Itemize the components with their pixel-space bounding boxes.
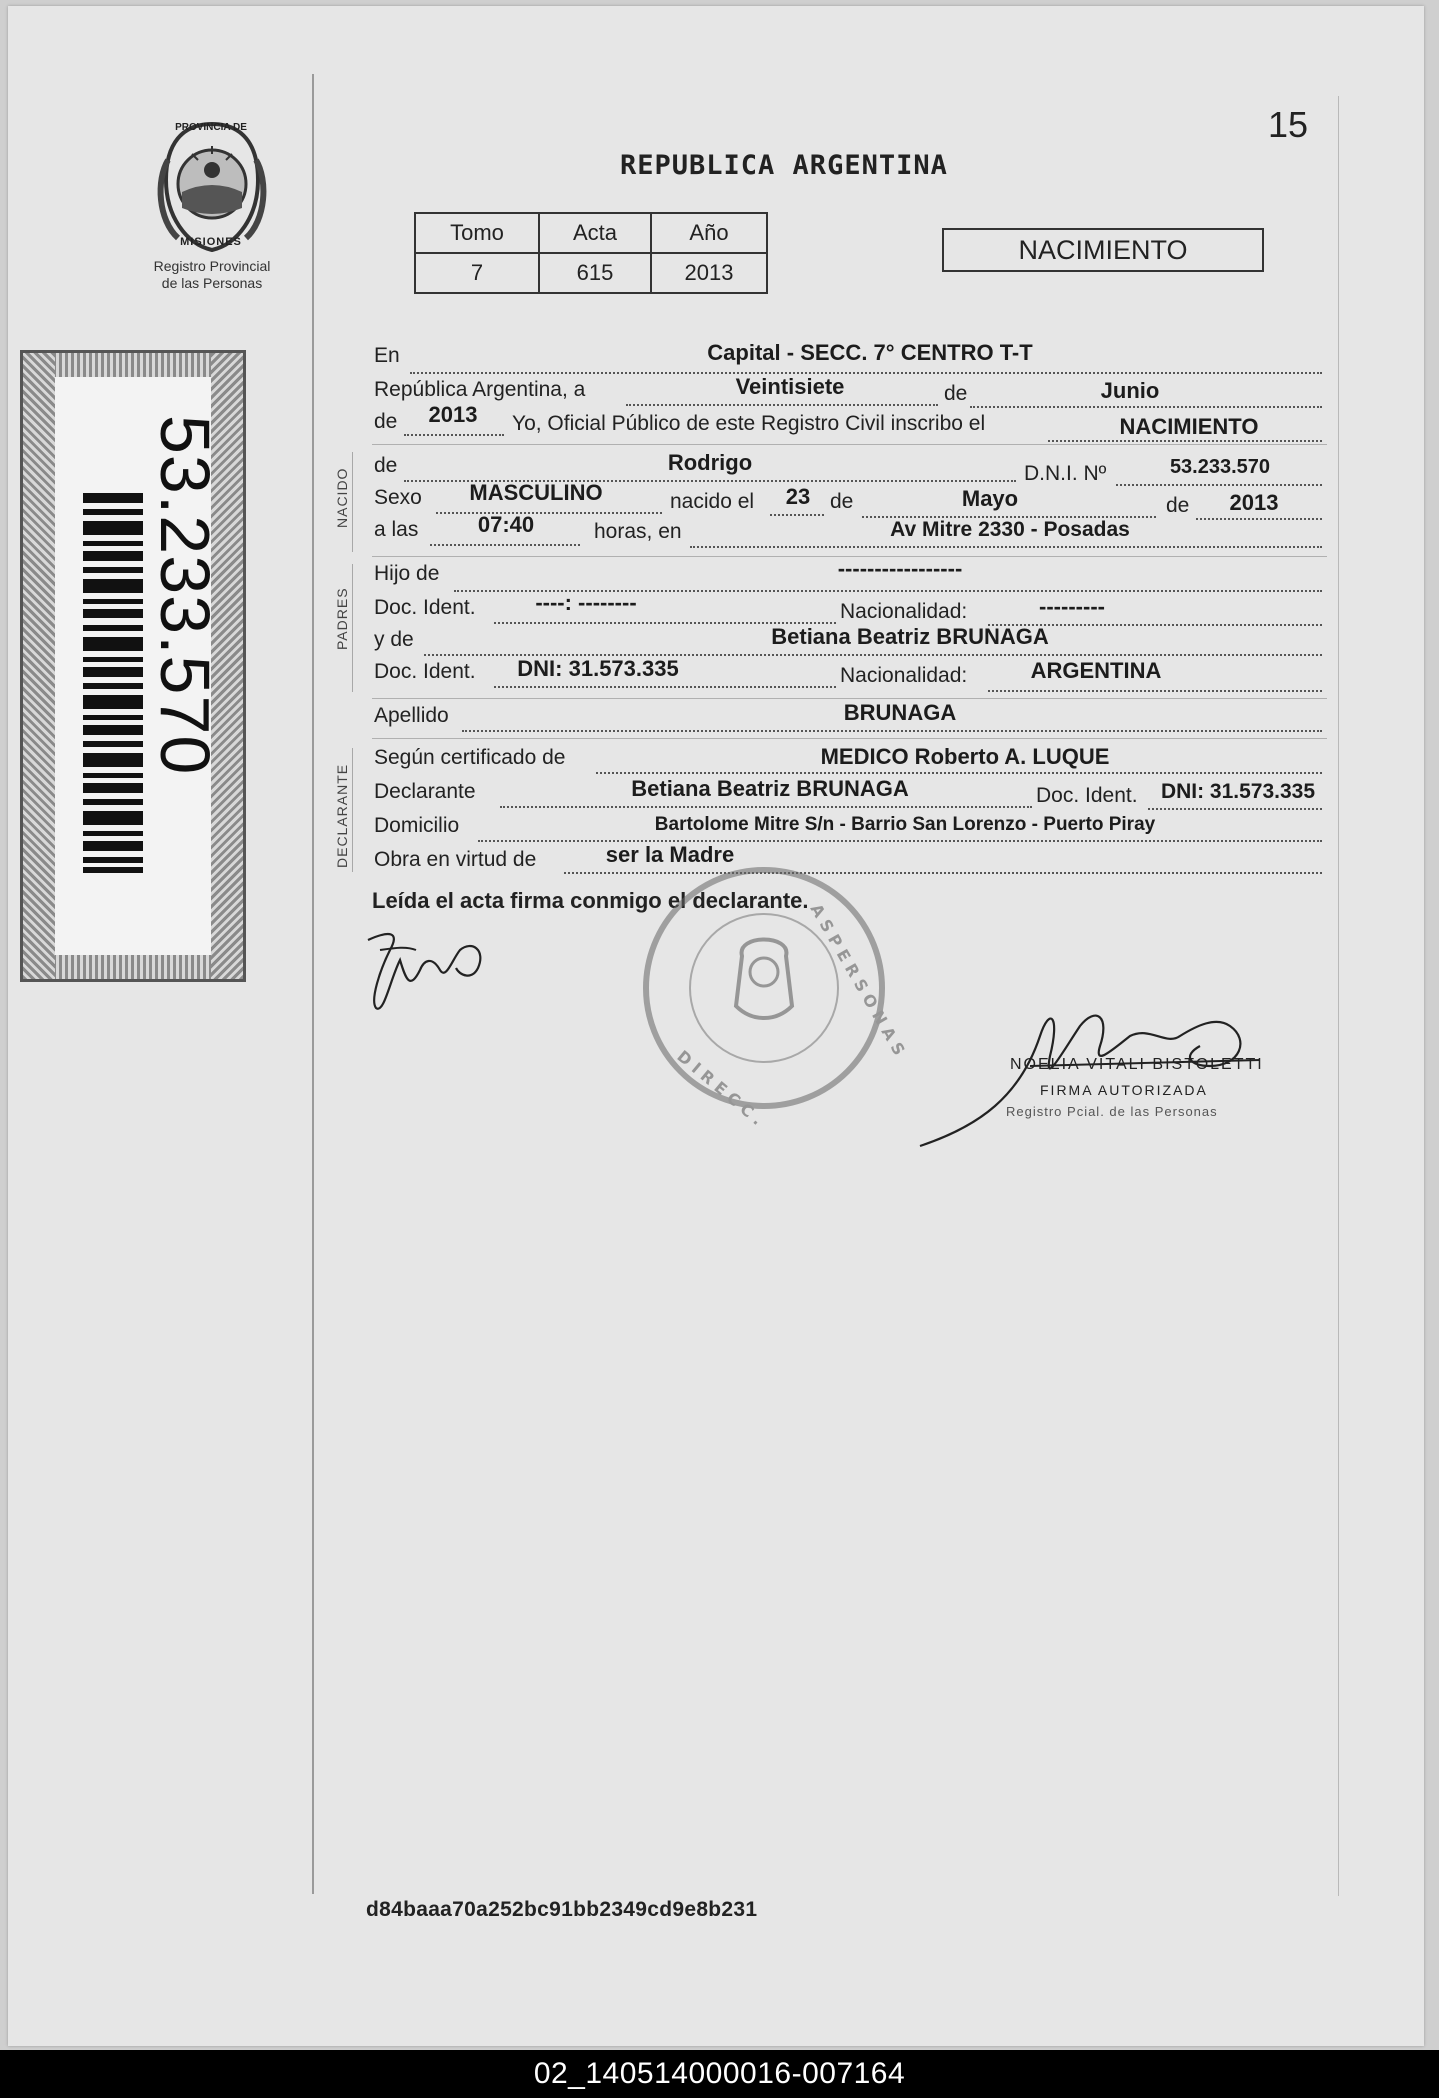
document-hash: d84baaa70a252bc91bb2349cd9e8b231 [366,1898,758,1921]
value-birth-day: 23 [785,484,811,509]
dotted-line [1196,518,1322,520]
value-place: Capital - SECC. 7° CENTRO T-T [707,340,1033,365]
dotted-line [494,686,836,688]
section-bar [352,452,353,552]
section-label-nacido: NACIDO [334,467,350,528]
svg-text:A S P E R S O N A S: A S P E R S O N A S [806,900,909,1059]
section-bar [352,564,353,692]
value-dni: 53.233.570 [1169,456,1271,478]
value-tomo: 7 [415,253,539,293]
declarant-signature-icon [360,920,500,1020]
page-number: 15 [1268,104,1309,145]
official-name: NOELIA VITALI BISTOLETTI [1010,1056,1264,1073]
label-domicilio: Domicilio [374,814,460,837]
value-birth-month: Mayo [961,486,1019,511]
country-title: REPUBLICA ARGENTINA [620,150,948,181]
dotted-line [500,806,1032,808]
record-type-box: NACIMIENTO [942,228,1264,272]
registry-name-line2: de las Personas [161,275,263,291]
value-birth-year: 2013 [1229,490,1279,515]
dotted-line [1116,484,1322,486]
security-pattern [23,955,243,979]
label-doc-ident3: Doc. Ident. [1036,784,1138,807]
value-declarant-doc: DNI: 31.573.335 [1160,780,1316,803]
value-anio: 2013 [651,253,767,293]
value-mother: Betiana Beatriz BRUNAGA [771,624,1049,649]
registry-name-line1: Registro Provincial [153,258,271,274]
security-pattern [23,353,243,377]
label-certificado: Según certificado de [374,746,566,769]
label-de4: de [1166,494,1190,517]
value-mother-doc: DNI: 31.573.335 [517,656,679,681]
province-emblem-icon [152,120,272,254]
label-dni: D.N.I. Nº [1024,462,1107,485]
value-reason: ser la Madre [605,842,735,867]
dotted-line [988,690,1322,692]
value-day: Veintisiete [735,374,845,399]
security-pattern [23,353,55,979]
label-a-las: a las [374,518,419,541]
barcode-icon [83,493,143,873]
label-obra: Obra en virtud de [374,848,537,871]
dotted-line [462,730,1322,732]
record-table [414,212,768,294]
value-first-name: Rodrigo [667,450,753,475]
dotted-line [404,434,504,436]
value-year: 2013 [428,402,478,427]
label-de-name: de [374,454,398,477]
label-declarante: Declarante [374,780,476,803]
value-father: ----------------- [837,556,963,581]
header-acta: Acta [539,213,651,253]
section-divider [372,698,1327,699]
svg-text:D I R E C C .: D I R E C C . [673,1046,767,1129]
official-signature-icon [920,996,1300,1156]
dotted-line [1148,808,1322,810]
label-en: En [374,344,400,367]
value-father-doc: ----: -------- [535,590,637,615]
label-oficial: Yo, Oficial Público de este Registro Civil inscribo el [512,412,986,435]
scan-file-id: 02_140514000016-007164 [533,2057,906,2090]
value-sex: MASCULINO [469,480,603,505]
dotted-line [596,772,1322,774]
registry-name [116,258,308,292]
dotted-line [430,544,580,546]
value-mother-nationality: ARGENTINA [1030,658,1162,683]
dotted-line [626,404,938,406]
margin-rule [312,74,314,1894]
dotted-line [770,514,824,516]
barcode-label [20,350,246,982]
label-de2: de [374,410,398,433]
label-nacionalidad: Nacionalidad: [840,600,968,623]
label-doc-ident: Doc. Ident. [374,596,476,619]
label-born-on: nacido el [670,490,755,513]
section-label-declarante: DECLARANTE [334,763,350,868]
header-tomo: Tomo [415,213,539,253]
barcode-number: 53.233.570 [146,415,224,776]
official-role: FIRMA AUTORIZADA [1040,1082,1208,1098]
official-stamp-icon [636,838,909,1129]
dotted-line [690,546,1322,548]
value-address: Bartolome Mitre S/n - Barrio San Lorenzo - Puerto Piray [654,814,1156,835]
section-divider [372,738,1327,739]
section-divider [372,444,1327,445]
label-de3: de [830,490,854,513]
label-doc-ident2: Doc. Ident. [374,660,476,683]
value-father-nationality: --------- [1039,594,1105,619]
section-bar [352,748,353,872]
official-office: Registro Pcial. de las Personas [1006,1104,1218,1119]
label-sexo: Sexo [374,486,422,509]
value-act: NACIMIENTO [1119,414,1259,439]
dotted-line [970,406,1322,408]
read-note: Leída el acta firma conmigo el declarante. [372,888,809,913]
value-birth-place: Av Mitre 2330 - Posadas [890,518,1130,541]
value-surname: BRUNAGA [843,700,957,725]
value-declarant: Betiana Beatriz BRUNAGA [631,776,909,801]
emblem-text-bottom: MISIONES [180,236,242,248]
value-hour: 07:40 [477,512,535,537]
value-acta: 615 [539,253,651,293]
emblem-text-top: PROVINCIA DE [175,122,247,133]
dotted-line [1048,440,1322,442]
label-y-de: y de [374,628,414,651]
label-apellido: Apellido [374,704,449,727]
label-hijo-de: Hijo de [374,562,440,585]
label-horas-en: horas, en [594,520,682,543]
header-anio: Año [651,213,767,253]
label-nacionalidad2: Nacionalidad: [840,664,968,687]
value-month: Junio [1100,378,1160,403]
section-label-padres: PADRES [334,587,350,650]
value-certificate: MEDICO Roberto A. LUQUE [820,744,1110,769]
right-margin-rule [1338,96,1339,1896]
label-republica: República Argentina, a [374,378,586,401]
label-de: de [944,382,968,405]
